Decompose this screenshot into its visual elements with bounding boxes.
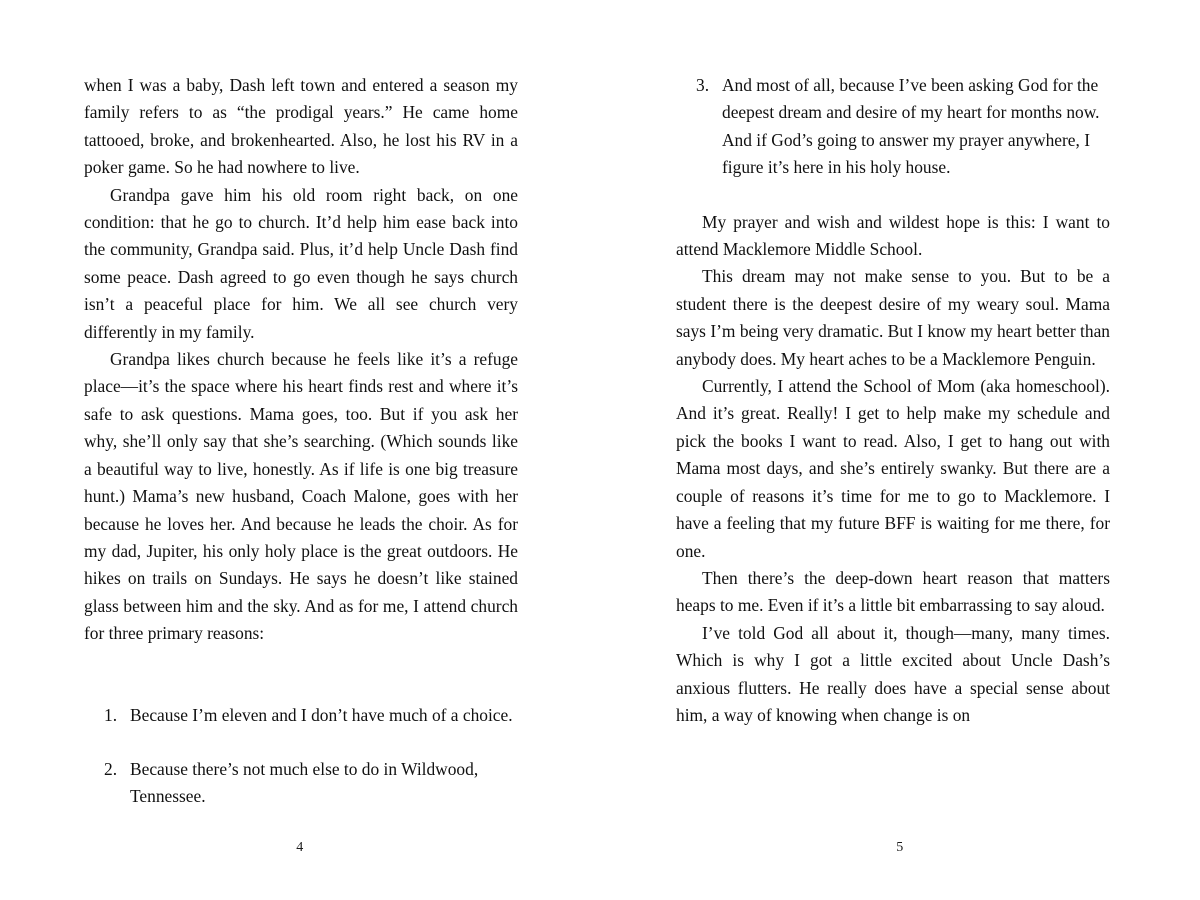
right-text-column [676,72,1110,729]
list-item-text: Because I’m eleven and I don’t have much of a choice. [130,704,513,725]
paragraph: My prayer and wish and wildest hope is this: I want to attend Macklemore Middle School. [676,211,1110,260]
paragraph: when I was a baby, Dash left town and entered a season my family refers to as “the prodigal years.” He came home tattooed, broke, and brokenhearted. Also, he lost his RV in a poker game. So he had nowhere to live. [84,75,518,178]
list-item-number: 2. [104,758,118,779]
page-number: 4 [296,840,304,855]
numbered-list [84,702,518,811]
numbered-list [676,72,1110,182]
paragraph: This dream may not make sense to you. But to be a student there is the deepest desire of my weary soul. Mama says I’m being very dramatic. But I know my heart better than anybody does. My heart aches to be a Macklemore Penguin. [676,266,1110,369]
list-item [84,756,518,811]
list-item [676,72,1110,182]
paragraph: I’ve told God all about it, though—many, many times. Which is why I got a little excited about Uncle Dash’s anxious flutters. He really does have a special sense about him, a way of knowing when change is on [676,622,1110,725]
spacer [84,648,518,675]
paragraph: Grandpa likes church because he feels like it’s a refuge place—it’s the space where his heart finds rest and where it’s safe to ask questions. Mama goes, too. But if you ask her why, she’ll only say that she’s searching. (Which sounds like a beautiful way to live, honestly. As if life is one big treasure hunt.) Mama’s new husband, Coach Malone, goes with her because he loves her. And because he leads the choir. As for my dad, Jupiter, his only holy place is the great outdoors. He hikes on trails on Sundays. He says he doesn’t like stained glass between him and the sky. And as for me, I attend church for three primary reasons: [84,349,518,644]
page-number: 5 [896,840,904,855]
list-item-text: Because there’s not much else to do in Wildwood, Tennessee. [130,758,479,807]
page-right [600,0,1200,900]
list-item [84,702,518,729]
paragraph: Then there’s the deep-down heart reason that matters heaps to me. Even if it’s a little bit embarrassing to say aloud. [676,567,1110,616]
list-item-text: And most of all, because I’ve been asking God for the deepest dream and desire of my heart for months now. And if God’s going to answer my prayer anywhere, I figure it’s here in his holy house. [722,75,1100,178]
spacer [676,182,1110,209]
paragraph: Currently, I attend the School of Mom (aka homeschool). And it’s great. Really! I get to help make my schedule and pick the books I want to read. Also, I get to hang out with Mama most days, and she’s entirely swanky. But there are a couple of reasons it’s time for me to go to Macklemore. I have a feeling that my future BFF is waiting for me there, for one. [676,376,1110,561]
list-item-number: 1. [104,704,118,725]
list-item-number: 3. [696,75,710,95]
left-text-column [84,72,518,811]
paragraph: Grandpa gave him his old room right back, on one condition: that he go to church. It’d help him ease back into the community, Grandpa said. Plus, it’d help Uncle Dash find some peace. Dash agreed to go even though he says church isn’t a peaceful place for him. We all see church very differently in my family. [84,184,518,342]
